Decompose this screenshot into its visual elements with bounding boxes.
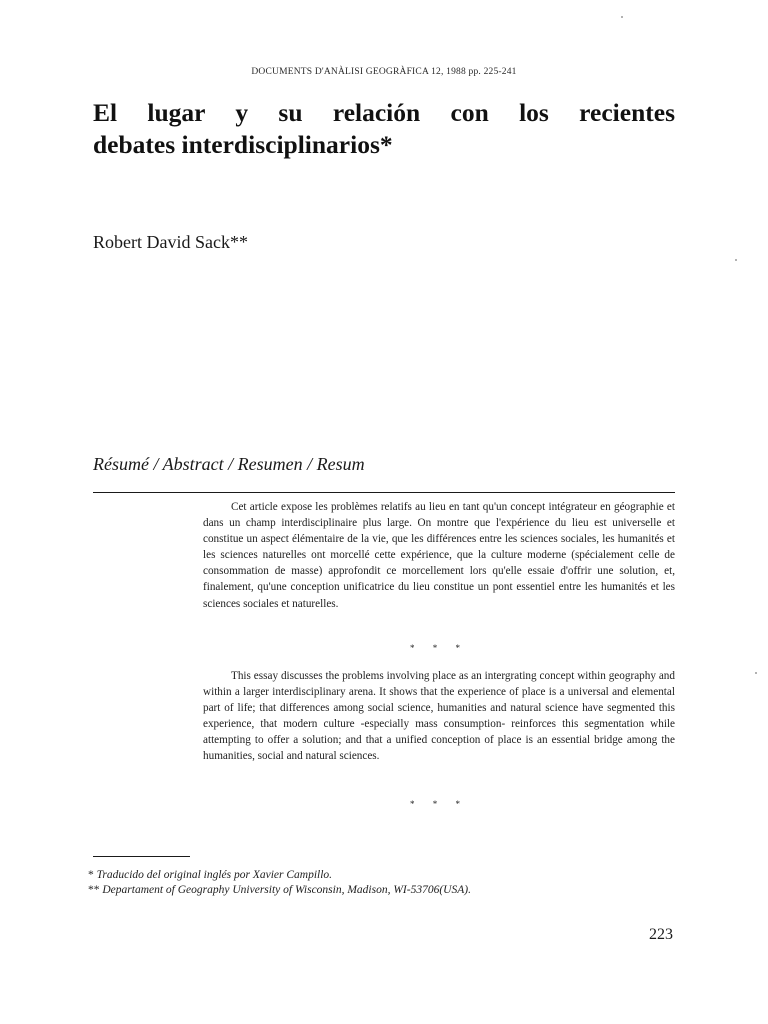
footnote-divider [93, 856, 190, 857]
article-title [93, 97, 675, 161]
scan-speck [735, 259, 737, 261]
article-title-line-1: El lugar y su relación con los recientes [93, 98, 675, 127]
abstract-french: Cet article expose les problèmes relatifs au lieu en tant qu'un concept intégrateur en géographie et dans un champ interdisciplinaire plus large. On montre que l'expérience du lieu est universelle et constitue un aspect élémentaire de la vie, que les différences entre les sciences sociales, les humanités et les sciences naturelles ont morcellé cette expérience, que la culture moderne (spécialement celle de consommation de masse) approfondit ce morcellement lors qu'elle essaie d'offrir une solution, et, finalement, qu'une conception unificatrice du lieu constitue un pont essentiel entre les humanités et les sciences sociales et naturelles. [203, 501, 675, 610]
running-header [0, 67, 768, 77]
scan-speck [755, 672, 757, 674]
article-title-line-2: debates interdisciplinarios* [93, 130, 393, 159]
abstract-english: This essay discusses the problems involving place as an intergrating concept within geography and within a larger interdisciplinary arena. It shows that the experience of place is a universal and elemental part of life; that differences among social science, humanities and natural science have segmented this experience, that modern culture -especially mass consumption- reinforces this segmentation while attempting to offer a solution; and that a unified conception of place is an essential bridge among the humanities, social and natural sciences. [203, 670, 675, 763]
author-name: Robert David Sack** [93, 232, 248, 252]
section-separator: * * * [410, 643, 468, 653]
footnote-text: Traducido del original inglés por Xavier Campillo. [96, 869, 333, 881]
journal-pages: pp. 225-241 [468, 67, 517, 77]
heading-divider [93, 492, 675, 493]
footnote [88, 869, 332, 881]
footnote [88, 884, 471, 896]
footnote-mark: * [88, 869, 94, 881]
section-separator: * * * [410, 799, 468, 809]
footnote-text: Departament of Geography University of Wisconsin, Madison, WI-53706(USA). [102, 884, 471, 896]
page-number: 223 [649, 926, 673, 943]
journal-volume: 12, 1988 [431, 67, 466, 77]
abstract-heading: Résumé / Abstract / Resumen / Resum [93, 454, 365, 474]
journal-name: DOCUMENTS D'ANÀLISI GEOGRÀFICA [251, 67, 429, 77]
footnote-mark: ** [88, 884, 100, 896]
scan-speck [621, 16, 623, 18]
